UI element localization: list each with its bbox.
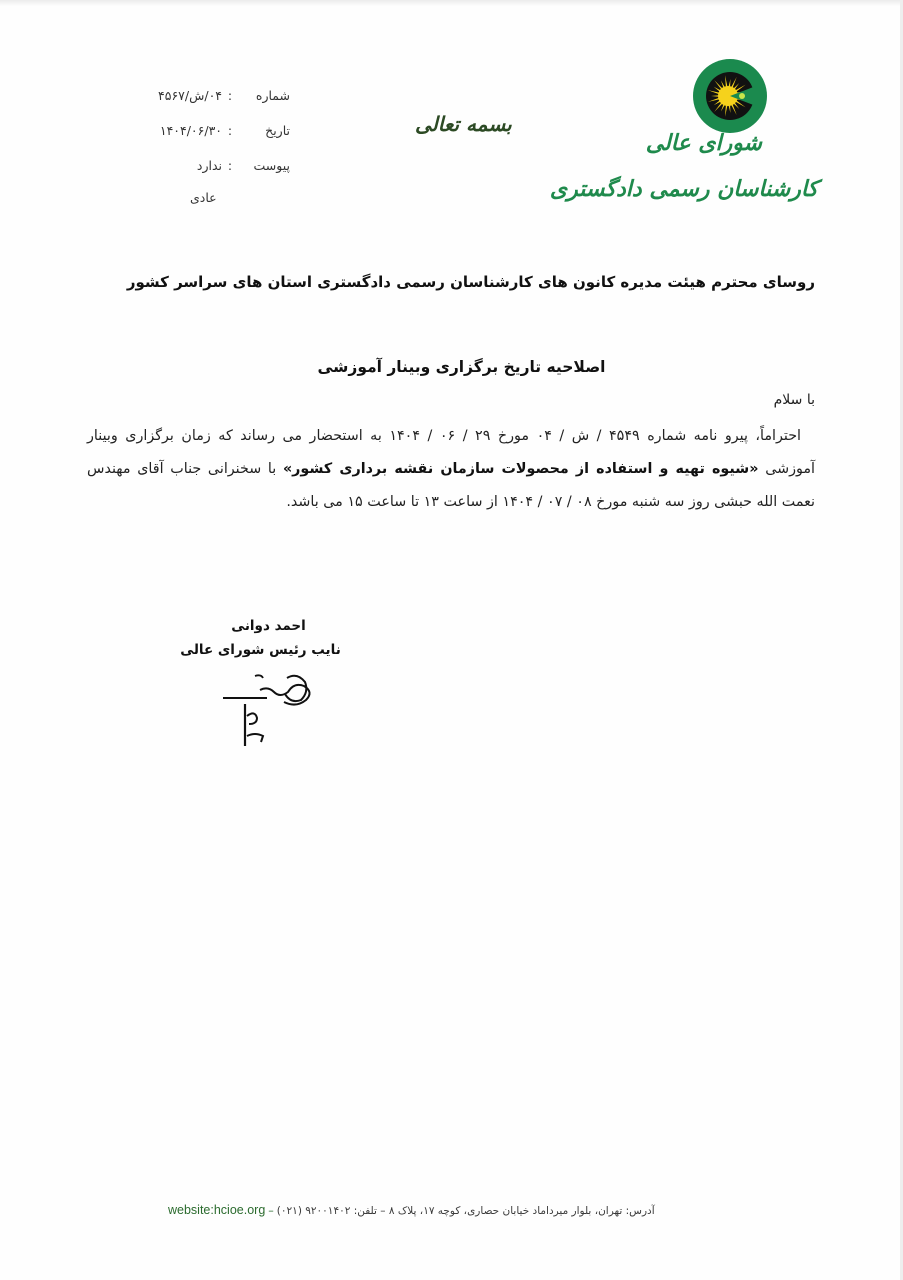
logo-title-line2: کارشناسان رسمی دادگستری bbox=[549, 176, 818, 202]
body-line-3: نعمت الله حبشی روز سه شنبه مورخ ۰۸ / ۰۷ / ۱۴۰۴ از ساعت ۱۳ تا ساعت ۱۵ می باشد. bbox=[286, 494, 815, 510]
addressee: روسای محترم هیئت مدیره کانون های کارشناسان رسمی دادگستری استان های سراسر کشور bbox=[126, 273, 815, 291]
body-line-2-prefix: آموزشی bbox=[765, 461, 816, 477]
signer-title: نایب رئیس شورای عالی bbox=[180, 642, 341, 658]
letter-footer bbox=[168, 1203, 728, 1217]
number-label: شماره bbox=[255, 88, 290, 103]
meta-date-row bbox=[140, 123, 290, 147]
webinar-title: «شیوه تهیه و استفاده از محصولات سازمان نقشه برداری کشور» bbox=[282, 461, 759, 477]
subject-heading bbox=[0, 358, 903, 376]
letter-meta bbox=[140, 88, 290, 182]
signer-name: احمد دوانی bbox=[231, 618, 306, 634]
invocation-text: بسمه تعالی bbox=[415, 112, 512, 136]
classification: عادی bbox=[190, 190, 217, 205]
footer-address: آدرس: تهران، بلوار میرداماد خیابان حصاری، کوچه ۱۷، پلاک ۸ – تلفن: ۹۲۰۰۱۴۰۲ (۰۲۱) bbox=[276, 1205, 655, 1217]
body-line-2-suffix: با سخنرانی جناب آقای مهندس bbox=[87, 461, 277, 477]
number-value: ۰۴/ش/۴۵۶۷ bbox=[158, 88, 222, 103]
letter-body bbox=[87, 420, 815, 519]
attachment-value: ندارد bbox=[196, 158, 222, 173]
date-label: تاریخ bbox=[265, 123, 290, 138]
colon: : bbox=[227, 158, 233, 173]
attachment-label: پیوست bbox=[253, 158, 290, 173]
colon: : bbox=[227, 123, 233, 138]
subject-text: اصلاحیه تاریخ برگزاری وبینار آموزشی bbox=[317, 358, 606, 376]
logo-emblem-icon bbox=[692, 58, 768, 134]
footer-separator: – bbox=[268, 1204, 274, 1217]
greeting: با سلام bbox=[773, 392, 815, 408]
date-value: ۱۴۰۴/۰۶/۳۰ bbox=[159, 123, 222, 138]
meta-attachment-row bbox=[140, 158, 290, 182]
handwritten-signature-icon bbox=[215, 664, 325, 754]
organization-logo bbox=[549, 58, 820, 228]
footer-website: website:hcioe.org bbox=[168, 1203, 266, 1217]
body-line-2 bbox=[87, 453, 815, 486]
logo-title-line1: شورای عالی bbox=[645, 130, 762, 156]
colon: : bbox=[227, 88, 233, 103]
meta-number-row bbox=[140, 88, 290, 112]
signature-block bbox=[180, 618, 360, 658]
top-shadow bbox=[0, 0, 903, 6]
body-line-1: احتراماً، پیرو نامه شماره ۴۵۴۹ / ش / ۰۴ مورخ ۲۹ / ۰۶ / ۱۴۰۴ به استحضار می رساند که زمان برگزاری وبینار bbox=[87, 428, 802, 444]
